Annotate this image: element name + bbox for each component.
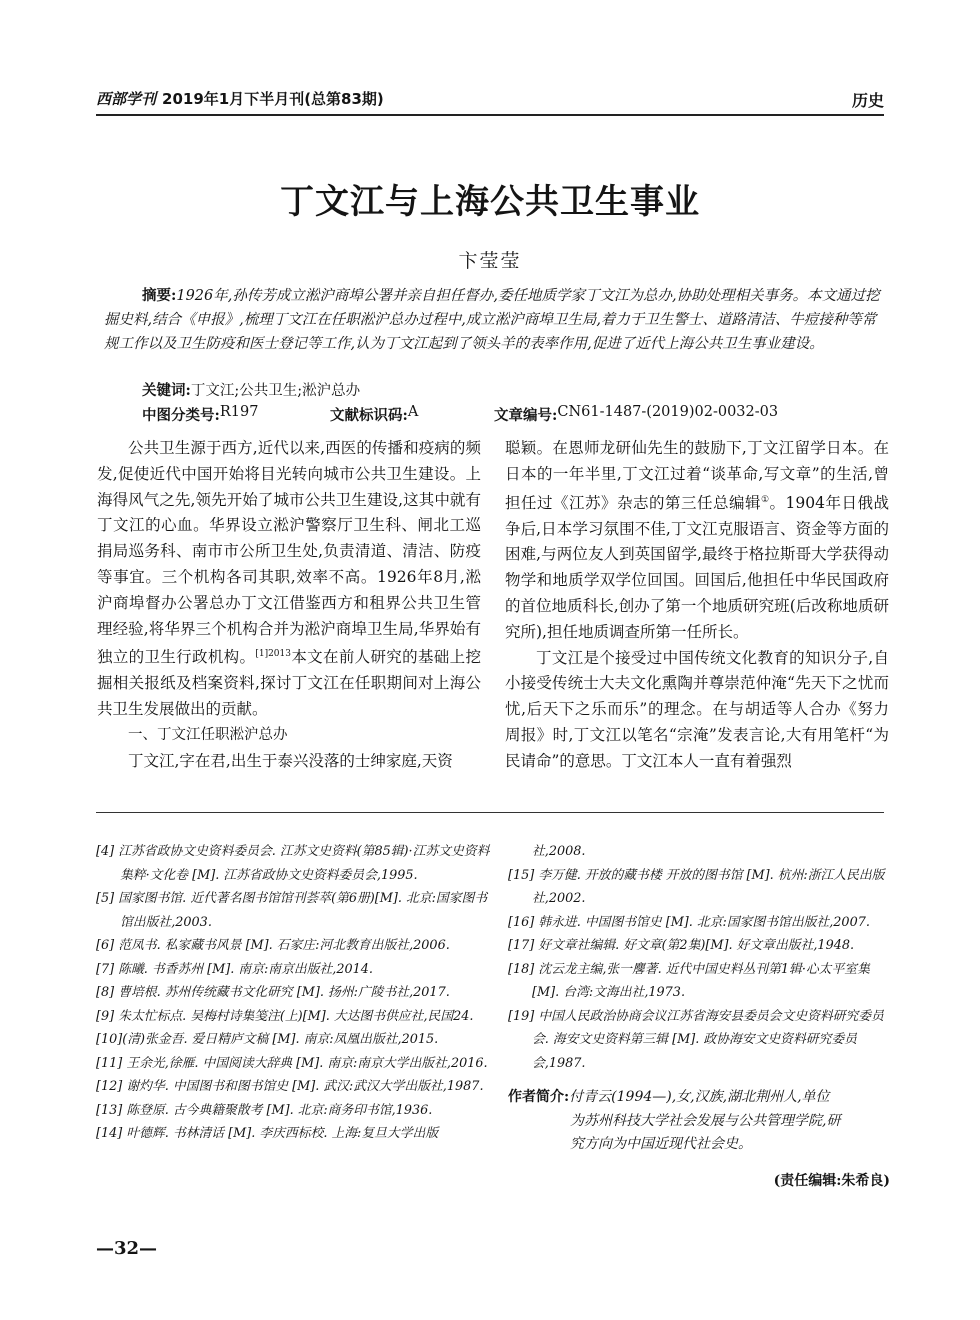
reference-item: [9] 朱太忙标点. 吴梅村诗集笺注(上)[M]. 大达图书供应社,民国24. xyxy=(96,1008,474,1024)
bio-line: 付青云(1994—),女,汉族,湖北荆州人,单位 xyxy=(569,1089,830,1105)
reference-item: [10](清)张金吾. 爱日精庐文稿 [M]. 南京:凤凰出版社,2015. xyxy=(96,1032,439,1047)
page-number: —32— xyxy=(96,1238,158,1259)
references-divider xyxy=(96,812,884,813)
reference-item: [15] 李万健. 开放的藏书楼 开放的图书馆 [M]. 杭州:浙江人民出版社,2002. xyxy=(508,867,885,906)
reference-item: [16] 韩永进. 中国图书馆史 [M]. 北京:国家图书馆出版社,2007. xyxy=(508,914,870,930)
article-no-value: CN61-1487-(2019)02-0032-03 xyxy=(557,404,779,420)
abstract-label: 摘要: xyxy=(142,287,177,304)
keywords-label: 关键词: xyxy=(142,382,191,399)
journal-name: 西部学刊 xyxy=(96,90,157,108)
keywords-line xyxy=(142,379,360,400)
reference-item: [5] 国家图书馆. 近代著名图书馆馆刊荟萃(第6册)[M]. 北京:国家图书馆出版社,2003. xyxy=(96,891,488,930)
paragraph: 聪颖。在恩师龙研仙先生的鼓励下,丁文江留学日本。在日本的一年半里,丁文江过着“谈革命,写文章”的生活,曾担任过《江苏》杂志的第三任总编辑①。1904年日俄战争后,日本学习氛围不佳,丁文江克服语言、资金等方面的困难,与两位友人到英国留学,最终于格拉斯哥大学获得动物学和地质学双学位回国。回国后,他担任中华民国政府的首位地质科长,创办了第一个地质研究班(后改称地质研究所),担任地质调查所第一任所长。 xyxy=(505,439,889,641)
reference-item: [8] 曹培根. 苏州传统藏书文化研究 [M]. 扬州:广陵书社,2017. xyxy=(96,985,450,1000)
reference-continuation: 社,2008. xyxy=(532,844,586,859)
section-heading: 一、丁文江任职淞沪总办 xyxy=(128,726,288,743)
header-divider xyxy=(96,114,884,116)
references-left xyxy=(96,840,491,1146)
citation: [1]2013 xyxy=(255,649,291,660)
article-title: 丁文江与上海公共卫生事业 xyxy=(280,182,700,222)
running-header xyxy=(96,88,884,114)
paragraph: 丁文江是个接受过中国传统文化教育的知识分子,自小接受传统士大夫文化熏陶并尊崇范仲淹“先天下之忧而忧,后天下之乐而乐”的理念。在与胡适等人合办《努力周报》时,丁文江以笔名“宗淹”发表言论,大有用笔杆“为民请命”的意思。丁文江本人一直有着强烈 xyxy=(505,648,889,770)
reference-item: [4] 江苏省政协文史资料委员会. 江苏文史资料(第85辑)·江苏文史资料集粹·文化卷 [M]. 江苏省政协文史资料委员会,1995. xyxy=(96,844,490,883)
keywords-text: 丁文江;公共卫生;淞沪总办 xyxy=(190,383,361,399)
reference-item: [7] 陈曦. 书香苏州 [M]. 南京:南京出版社,2014. xyxy=(96,961,373,977)
clc-value: R197 xyxy=(219,404,259,420)
bio-label: 作者简介: xyxy=(508,1089,570,1105)
responsible-editor: (责任编辑:朱希良) xyxy=(773,1173,890,1189)
reference-item: [19] 中国人民政治协商会议江苏省海安县委员会文史资料研究委员会. 海安文史资料第三辑 [M]. 政协海安文史资料研究委员会,1987. xyxy=(508,1008,884,1071)
reference-item: [17] 好文章社编辑. 好文章(第2集)[M]. 好文章出版社,1948. xyxy=(508,938,855,953)
reference-item: [13] 陈登原. 古今典籍聚散考 [M]. 北京:商务印书馆,1936. xyxy=(96,1102,433,1118)
journal-issue xyxy=(96,88,384,109)
author-bio xyxy=(508,1086,892,1157)
body-left-column xyxy=(97,436,481,775)
paragraph: 公共卫生源于西方,近代以来,西医的传播和疫病的频发,促使近代中国开始将目光转向城市公共卫生建设。上海得风气之先,领先开始了城市公共卫生建设,这其中就有丁文江的心血。华界设立淞沪警察厅卫生科、闸北工巡捐局巡务科、南市市公所卫生处,负责清道、清洁、防疫等事宜。三个机构各司其职,效率不高。1926年8月,淞沪商埠督办公署总办丁文江借鉴西方和租界公共卫生管理经验,将华界三个机构合并为淞沪商埠卫生局,华界始有独立的卫生行政机构。$^{[1]2013}$本文在前人研究的基础上挖掘相关报纸及档案资料,探讨丁文江在任职期间对上海公共卫生发展做出的贡献。 xyxy=(97,439,481,719)
bio-line: 究方向为中国近现代社会史。 xyxy=(570,1136,752,1152)
clc-label: 中图分类号: xyxy=(142,407,220,424)
abstract-text: 1926年,孙传芳成立淞沪商埠公署并亲自担任督办,委任地质学家丁文江为总办,协助处理相关事务。本文通过挖掘史料,结合《申报》,梳理丁文江在任职淞沪总办过程中,成立淞沪商埠卫生局,着力于卫生警士、道路清洁、牛痘接种等常规工作以及卫生防疫和医士登记等工作,认为丁文江起到了领头羊的表率作用,促进了近代上海公共卫生事业建设。 xyxy=(104,288,880,352)
doc-code-label: 文献标识码: xyxy=(330,407,408,424)
body-right-column xyxy=(505,436,889,775)
article-author: 卞莹莹 xyxy=(458,250,522,272)
issue-info: 2019年1月下半月刊(总第83期) xyxy=(162,90,384,108)
reference-item: [11] 王余光,徐雁. 中国阅读大辞典 [M]. 南京:南京大学出版社,2016. xyxy=(96,1055,488,1071)
article-no-label: 文章编号: xyxy=(494,407,558,424)
section-label: 历史 xyxy=(851,91,884,110)
reference-item: [12] 谢灼华. 中国图书和图书馆史 [M]. 武汉:武汉大学出版社,1987. xyxy=(96,1079,484,1094)
references-right xyxy=(508,840,894,1075)
doc-code-value: A xyxy=(407,404,419,420)
bio-line: 为苏州科技大学社会发展与公共管理学院,研 xyxy=(570,1112,841,1129)
footnote-mark: ① xyxy=(760,494,770,505)
paragraph: 丁文江,字在君,出生于泰兴没落的士绅家庭,天资 xyxy=(128,751,453,770)
reference-item: [18] 沈云龙主编,张一麐著. 近代中国史料丛刊第1辑·心太平室集 [M]. 台湾:文海出社,1973. xyxy=(508,961,870,1000)
reference-item: [14] 叶德辉. 书林清话 [M]. 李庆西标校. 上海:复旦大学出版 xyxy=(96,1126,439,1141)
abstract-block xyxy=(104,284,886,356)
reference-item: [6] 范凤书. 私家藏书风景 [M]. 石家庄:河北教育出版社,2006. xyxy=(96,938,450,953)
